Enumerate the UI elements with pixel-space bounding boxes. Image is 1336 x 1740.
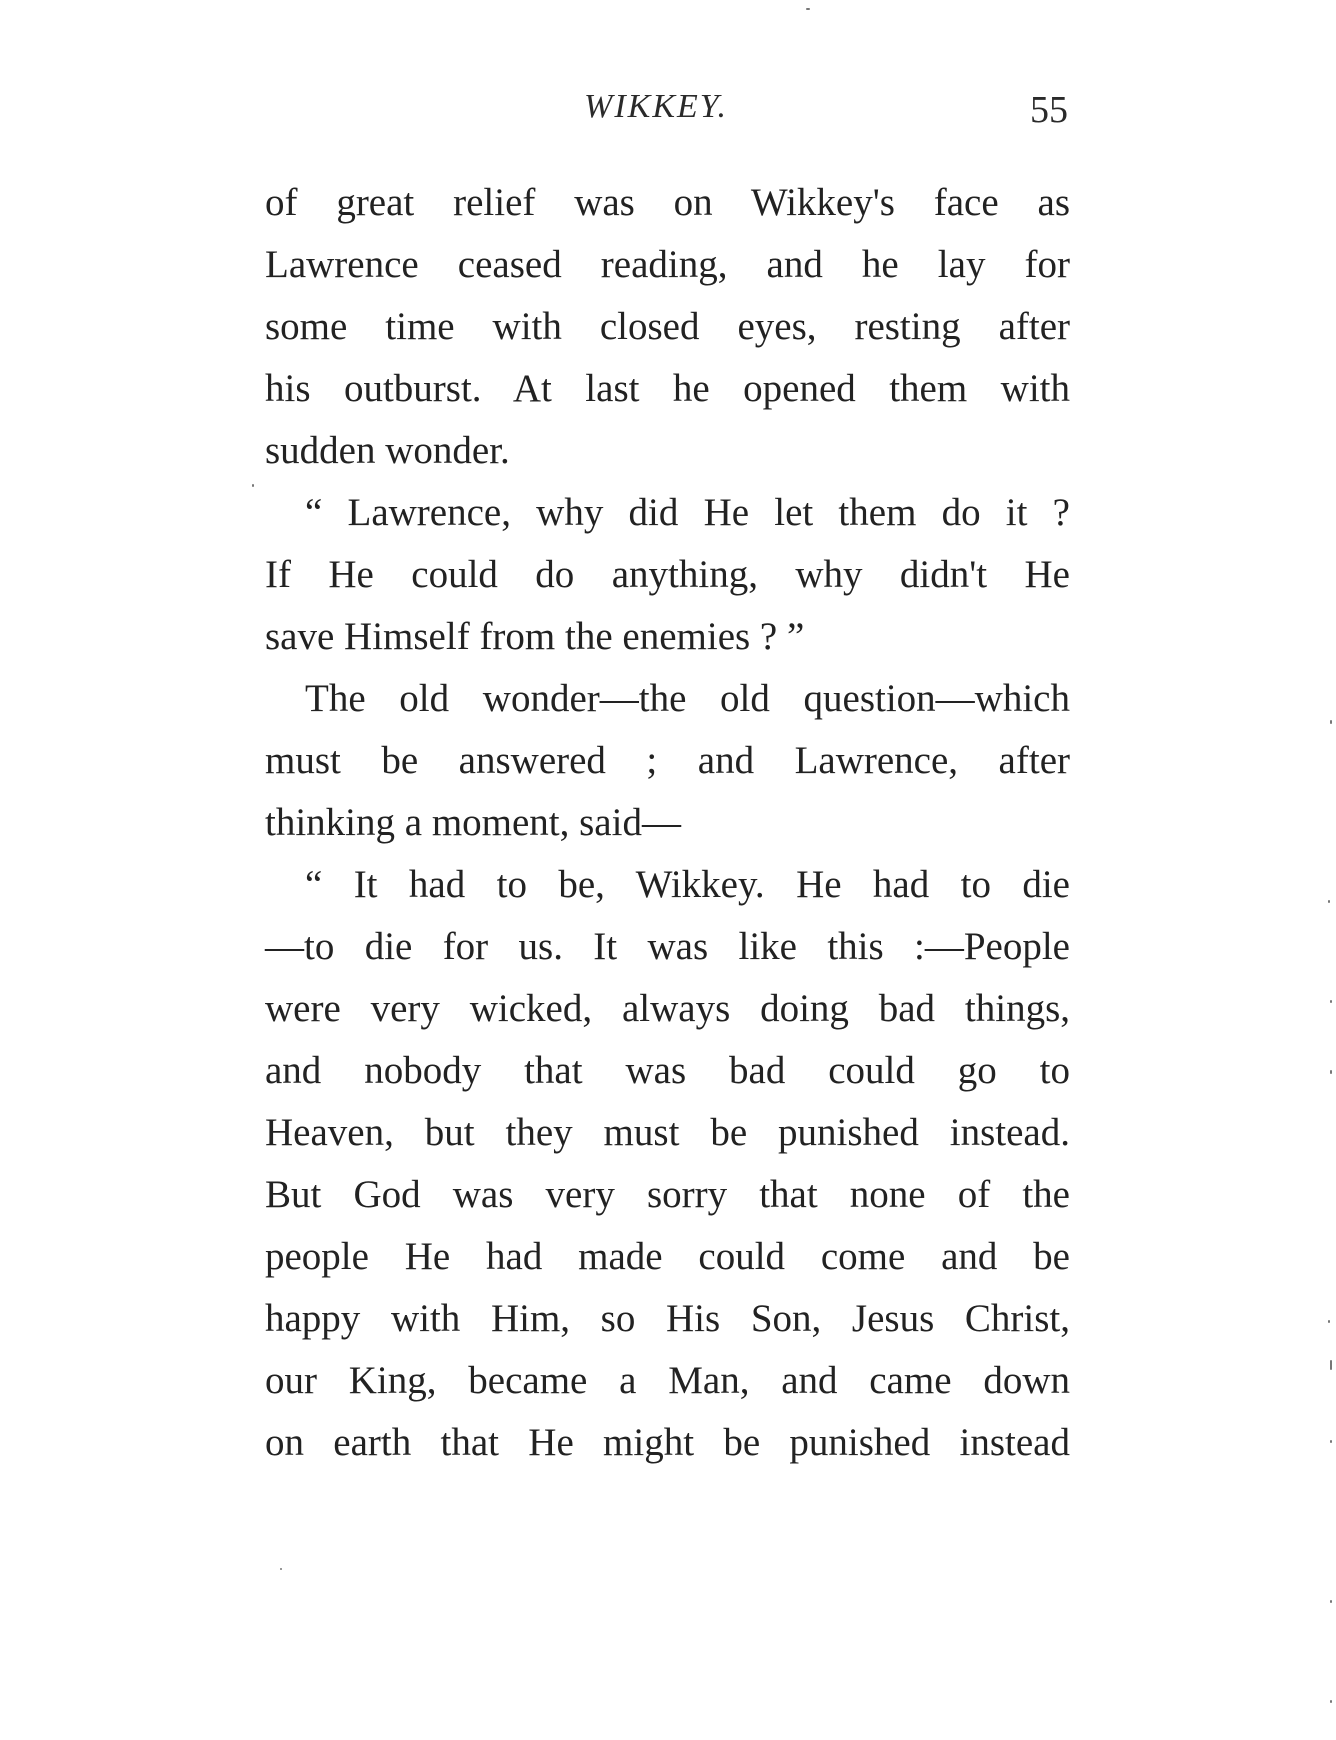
text-line: our King, became a Man, and came down bbox=[265, 1359, 1070, 1402]
page-number: 55 bbox=[1030, 89, 1068, 131]
running-head-title: WIKKEY. bbox=[584, 88, 729, 125]
text-line: —to die for us. It was like this :—People bbox=[265, 925, 1070, 968]
text-line: Lawrence ceased reading, and he lay for bbox=[265, 243, 1070, 286]
scan-speck bbox=[1330, 1000, 1332, 1003]
text-line: of great relief was on Wikkey's face as bbox=[265, 181, 1070, 224]
scan-speck bbox=[1328, 1320, 1330, 1323]
text-line: must be answered ; and Lawrence, after bbox=[265, 739, 1070, 782]
scan-speck bbox=[1330, 1600, 1332, 1603]
text-line: were very wicked, always doing bad things, bbox=[265, 987, 1070, 1030]
scan-speck bbox=[252, 484, 254, 487]
scan-speck bbox=[1330, 1440, 1332, 1443]
text-line: save Himself from the enemies ? ” bbox=[265, 615, 805, 658]
text-line: “ Lawrence, why did He let them do it ? bbox=[305, 491, 1070, 534]
scan-speck bbox=[1328, 900, 1330, 903]
scan-speck bbox=[1330, 1070, 1332, 1074]
text-line: But God was very sorry that none of the bbox=[265, 1173, 1070, 1216]
text-line: sudden wonder. bbox=[265, 429, 510, 472]
text-line: thinking a moment, said— bbox=[265, 801, 681, 844]
scan-speck bbox=[1330, 1700, 1332, 1703]
text-line: Heaven, but they must be punished instead. bbox=[265, 1111, 1070, 1154]
scan-speck bbox=[1330, 720, 1332, 724]
text-line: The old wonder—the old question—which bbox=[305, 677, 1070, 720]
text-line: his outburst. At last he opened them with bbox=[265, 367, 1070, 410]
text-line: on earth that He might be punished instead bbox=[265, 1421, 1070, 1464]
text-line: people He had made could come and be bbox=[265, 1235, 1070, 1278]
text-line: If He could do anything, why didn't He bbox=[265, 553, 1070, 596]
scan-speck bbox=[1330, 1360, 1332, 1370]
scan-speck bbox=[806, 8, 810, 10]
text-line: and nobody that was bad could go to bbox=[265, 1049, 1070, 1092]
scan-speck bbox=[280, 1568, 282, 1570]
text-line: some time with closed eyes, resting after bbox=[265, 305, 1070, 348]
text-line: “ It had to be, Wikkey. He had to die bbox=[305, 863, 1070, 906]
text-line: happy with Him, so His Son, Jesus Christ, bbox=[265, 1297, 1070, 1340]
